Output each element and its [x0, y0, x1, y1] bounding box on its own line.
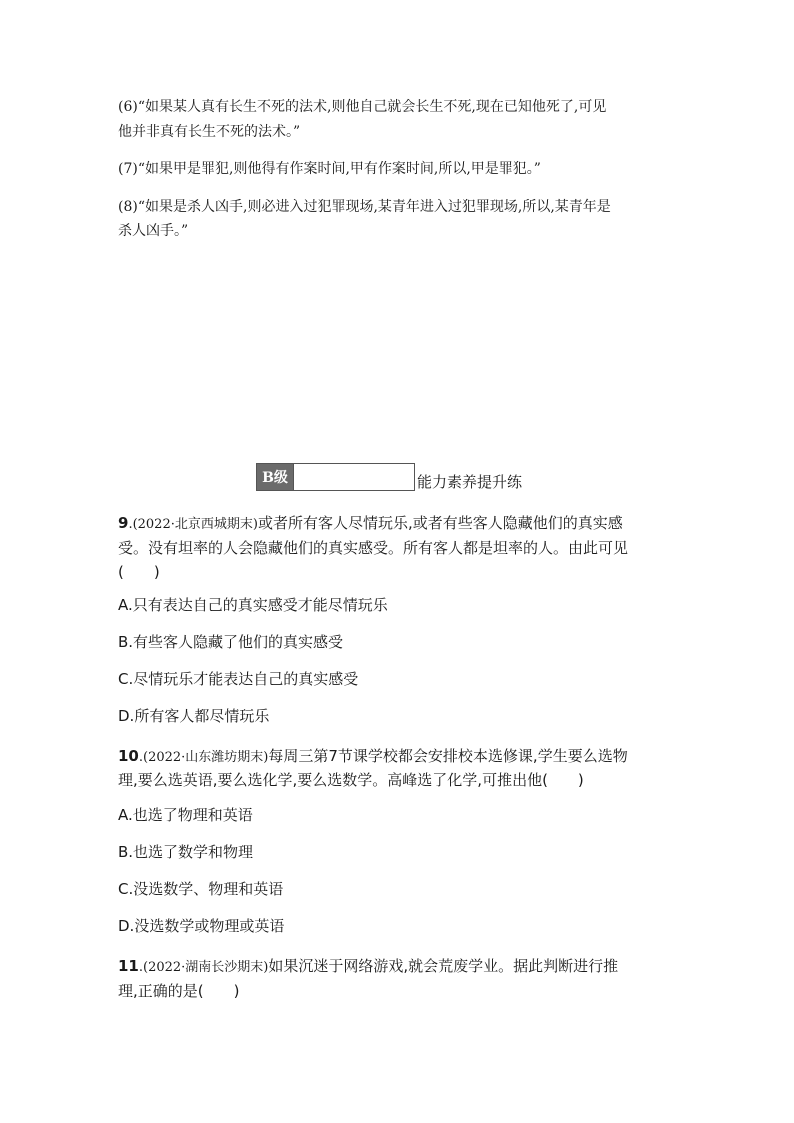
item-8-line-2: 杀人凶手。” [118, 223, 189, 239]
q10-option-c: C.没选数学、物理和英语 [118, 880, 284, 898]
q9-option-a: A.只有表达自己的真实感受才能尽情玩乐 [118, 596, 388, 614]
q9-option-d: D.所有客人都尽情玩乐 [118, 707, 270, 725]
q11-number: 11 [118, 957, 139, 975]
section-title: 能力素养提升练 [417, 473, 523, 491]
q9-option-c: C.尽情玩乐才能表达自己的真实感受 [118, 670, 359, 688]
q9-line-2: 受。没有坦率的人会隐藏他们的真实感受。所有客人都是坦率的人。由此可见 [118, 539, 629, 557]
q9-option-b: B.有些客人隐藏了他们的真实感受 [118, 633, 344, 651]
q9-number: 9 [118, 514, 129, 532]
badge-box [294, 463, 415, 491]
section-header [256, 463, 522, 491]
q11-text-1: 如果沉迷于网络游戏,就会荒废学业。据此判断进行推 [268, 957, 619, 975]
item-8-line-1: (8)“如果是杀人凶手,则必进入过犯罪现场,某青年进入过犯罪现场,所以,某青年是 [118, 199, 611, 215]
q10-option-a: A.也选了物理和英语 [118, 806, 253, 824]
item-6-line-1: (6)“如果某人真有长生不死的法术,则他自己就会长生不死,现在已知他死了,可见 [118, 99, 607, 115]
q10-text-1: 每周三第7节课学校都会安排校本选修课,学生要么选物 [268, 747, 628, 765]
q10-option-b: B.也选了数学和物理 [118, 843, 254, 861]
q10-line-2: 理,要么选英语,要么选化学,要么选数学。高峰选了化学,可推出他( ) [118, 771, 584, 789]
item-6-line-2: 他并非真有长生不死的法术。” [118, 124, 301, 140]
q11-line-2: 理,正确的是( ) [118, 982, 240, 1000]
q11-source: .(2022·湖南长沙期末) [138, 960, 269, 975]
q9-line-1 [118, 512, 623, 536]
q10-option-d: D.没选数学或物理或英语 [118, 917, 285, 935]
q9-text-1: 或者所有客人尽情玩乐,或者有些客人隐藏他们的真实感 [257, 514, 623, 532]
q10-line-1 [118, 745, 628, 769]
item-7-line-1: (7)“如果甲是罪犯,则他得有作案时间,甲有作案时间,所以,甲是罪犯。” [118, 161, 541, 177]
q9-line-3: ( ) [118, 563, 160, 581]
q11-line-1 [118, 955, 618, 979]
level-badge: B级 [256, 463, 294, 491]
q10-number: 10 [118, 747, 139, 765]
q9-source: .(2022·北京西城期末) [128, 517, 258, 532]
q10-source: .(2022·山东潍坊期末) [138, 750, 269, 765]
